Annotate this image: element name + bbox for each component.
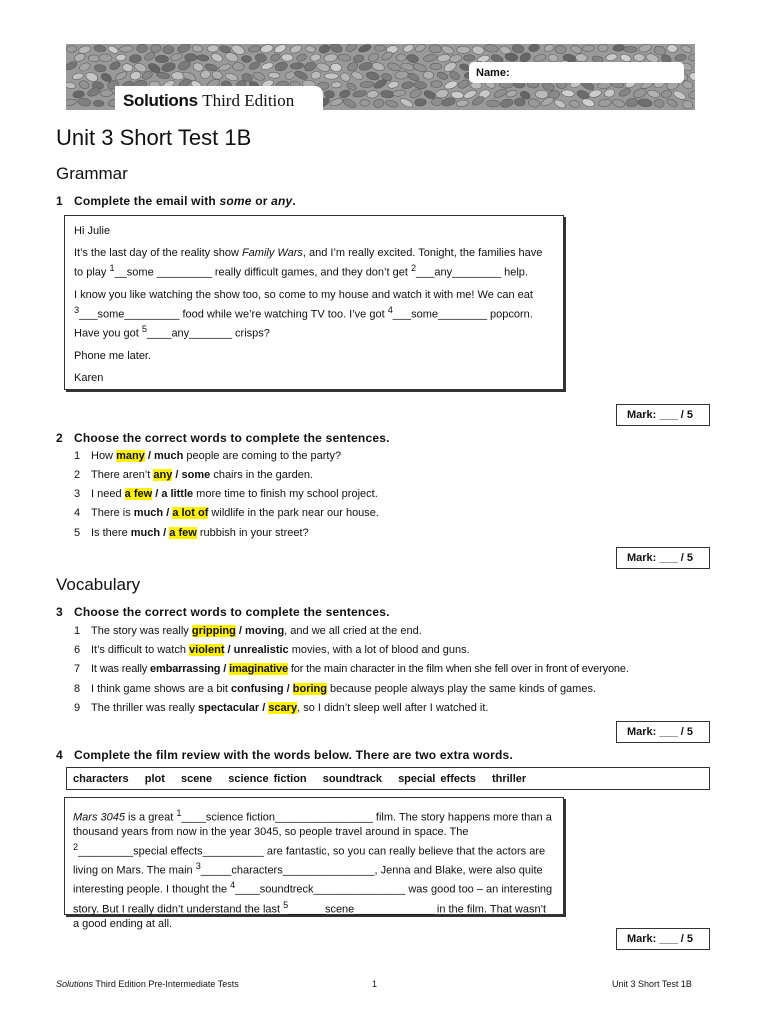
question-2-prompt xyxy=(56,431,390,445)
list-item xyxy=(74,488,378,500)
list-item xyxy=(74,507,379,519)
email-paragraph-1 xyxy=(74,246,554,281)
item-text: It’s difficult to watch xyxy=(91,644,190,656)
option[interactable]: much xyxy=(133,507,164,519)
email-text: __some _________ really difficult games, and they don’t get xyxy=(114,266,411,279)
prompt-text: Complete the email with xyxy=(74,194,220,208)
option-selected[interactable]: a few xyxy=(124,488,153,500)
review-text: ____science fiction________________ film. The story happens more than a thousand years from now in the year 3045, so people travel around in space. The xyxy=(73,811,552,839)
item-text: wildlife in the park near our house. xyxy=(208,507,379,519)
footer-series: Solutions xyxy=(56,979,94,989)
list-item xyxy=(74,663,629,675)
option[interactable]: unrealistic xyxy=(233,644,289,656)
list-item xyxy=(74,625,422,637)
page-number: 1 xyxy=(372,979,378,989)
brand-bold: Solutions xyxy=(123,91,198,110)
list-item xyxy=(74,644,470,656)
item-text: It was really xyxy=(91,663,151,675)
question-number: 1 xyxy=(56,194,63,208)
option-selected[interactable]: scary xyxy=(268,702,298,714)
word-bank-item: science fiction xyxy=(228,773,307,785)
option-selected[interactable]: imaginative xyxy=(229,663,288,675)
option-separator: / xyxy=(283,683,293,695)
email-text: , and I’m really excited. Tonight, the families have to play xyxy=(74,247,543,279)
email-greeting: Hi Julie xyxy=(74,225,111,237)
gap-number: 3 xyxy=(74,304,80,315)
option-separator: / xyxy=(224,644,234,656)
item-text: I think game shows are a bit xyxy=(91,683,232,695)
gap-number: 3 xyxy=(195,861,201,872)
question-1-prompt xyxy=(56,194,296,208)
item-text: The thriller was really xyxy=(91,702,198,714)
name-label: Name: xyxy=(476,67,510,79)
prompt-text: Choose the correct words to complete the sentences. xyxy=(74,431,390,445)
brand-logo xyxy=(115,86,323,114)
list-item xyxy=(74,702,488,714)
mark-box-3[interactable]: Mark: ___ / 5 xyxy=(616,721,710,743)
brand-rest: Third Edition xyxy=(202,91,295,110)
gap-number: 1 xyxy=(109,263,115,273)
footer-right: Unit 3 Short Test 1B xyxy=(612,979,692,989)
question-3-prompt xyxy=(56,605,390,619)
item-text: , so I didn’t sleep well after I watched it. xyxy=(297,702,489,714)
item-text: There is xyxy=(91,507,134,519)
mark-box-4[interactable]: Mark: ___ / 5 xyxy=(616,928,710,950)
item-text: movies, with a lot of blood and guns. xyxy=(288,644,470,656)
item-number: 5 xyxy=(74,527,81,539)
option[interactable]: moving xyxy=(245,625,285,637)
question-number: 4 xyxy=(56,748,63,762)
option-selected[interactable]: boring xyxy=(292,683,327,695)
option-selected[interactable]: a lot of xyxy=(172,507,209,519)
email-text: It’s the last day of the reality show xyxy=(74,247,242,259)
word-bank-item: characters xyxy=(73,773,129,785)
item-text: , and we all cried at the end. xyxy=(284,625,422,637)
option-separator: / xyxy=(163,507,173,519)
option-separator: / xyxy=(235,625,246,637)
item-number: 1 xyxy=(74,450,81,462)
email-text: ___some________ popcorn. Have you got xyxy=(74,308,533,340)
review-box xyxy=(64,797,564,930)
option-separator: / xyxy=(220,663,230,675)
mark-box-2[interactable]: Mark: ___ / 5 xyxy=(616,547,710,569)
list-item xyxy=(74,469,313,481)
mark-box-1[interactable]: Mark: ___ / 5 xyxy=(616,404,710,426)
question-number: 3 xyxy=(56,605,63,619)
item-number: 4 xyxy=(74,507,81,519)
item-number: 3 xyxy=(74,488,81,500)
footer-text: Third Edition Pre-Intermediate Tests xyxy=(93,979,239,989)
option[interactable]: much xyxy=(130,527,161,539)
option-separator: / xyxy=(144,450,154,462)
option-selected[interactable]: gripping xyxy=(191,625,236,637)
list-item xyxy=(74,527,309,539)
option[interactable]: a little xyxy=(161,488,194,500)
email-paragraph-2 xyxy=(74,288,554,342)
option-separator: / xyxy=(172,469,182,481)
item-text: because people always play the same kinds of games. xyxy=(326,683,597,695)
word-bank xyxy=(66,767,710,790)
option-separator: / xyxy=(152,488,162,500)
word-bank-item: scene xyxy=(180,773,213,785)
email-box xyxy=(64,215,564,390)
section-vocabulary: Vocabulary xyxy=(56,575,141,594)
item-text: more time to finish my school project. xyxy=(193,488,378,500)
prompt-text: Choose the correct words to complete the sentences. xyxy=(74,605,390,619)
item-text: How xyxy=(91,450,117,462)
item-text: The story was really xyxy=(91,625,192,637)
item-text: chairs in the garden. xyxy=(210,469,313,481)
option-separator: / xyxy=(259,702,269,714)
email-text: I know you like watching the show too, so come to my house and watch it with me! We can eat xyxy=(74,288,533,301)
gap-number: 4 xyxy=(230,880,236,891)
option[interactable]: embarrassing xyxy=(150,663,221,675)
review-text: is a great xyxy=(124,811,177,824)
section-grammar: Grammar xyxy=(56,164,128,183)
option-selected[interactable]: many xyxy=(116,450,145,462)
word-bank-item: soundtrack xyxy=(322,773,382,785)
footer-left xyxy=(56,979,239,989)
gap-number: 5 xyxy=(141,324,147,335)
item-number: 7 xyxy=(74,663,80,675)
option-separator: / xyxy=(160,527,170,539)
list-item xyxy=(74,683,596,695)
option-selected[interactable]: a few xyxy=(169,527,197,539)
item-text: people are coming to the party? xyxy=(183,450,342,462)
email-text: ____any_______ crisps? xyxy=(146,327,270,340)
film-title: Mars 3045 xyxy=(73,811,125,824)
option[interactable]: much xyxy=(153,450,184,462)
option[interactable]: spectacular xyxy=(197,702,260,714)
gap-number: 2 xyxy=(410,263,417,273)
question-4-prompt xyxy=(56,748,513,762)
email-text: ___some_________ food while we’re watching TV too. I’ve got xyxy=(79,308,388,321)
option[interactable]: some xyxy=(181,469,211,481)
gap-number: 2 xyxy=(73,841,79,852)
review-text: _________special effects__________ are fantastic, so you can really believe that the actors are living on Mars. The main xyxy=(73,845,546,877)
item-number: 9 xyxy=(74,702,81,714)
email-signature: Karen xyxy=(74,371,104,384)
prompt-dot: . xyxy=(292,194,296,208)
option-selected[interactable]: violent xyxy=(189,644,225,656)
word-bank-item: plot xyxy=(144,773,165,785)
review-text: ______scene_____________ in the film. That wasn’t a good ending at all. xyxy=(73,903,547,930)
prompt-or: or xyxy=(251,194,272,208)
question-number: 2 xyxy=(56,431,63,445)
item-text: There aren’t xyxy=(91,469,154,481)
item-number: 2 xyxy=(74,469,81,481)
item-number: 8 xyxy=(74,683,81,695)
review-text: ____soundtreck_______________ was good too – an interesting story. But I really didn’t understand the last xyxy=(73,884,553,916)
email-text: ___any________ help. xyxy=(416,266,528,279)
gap-number: 5 xyxy=(283,899,289,910)
email-paragraph-3: Phone me later. xyxy=(74,349,152,362)
item-text: for the main character in the film when she fell over in front of everyone. xyxy=(287,663,629,675)
item-number: 6 xyxy=(74,644,81,656)
word-some: some xyxy=(219,194,252,208)
prompt-text: Complete the film review with the words below. There are two extra words. xyxy=(74,748,513,762)
item-text: rubbish in your street? xyxy=(196,527,309,539)
gap-number: 4 xyxy=(387,304,393,315)
option[interactable]: confusing xyxy=(231,683,284,695)
list-item xyxy=(74,450,341,462)
item-text: I need xyxy=(91,488,125,500)
word-bank-item: special effects xyxy=(398,773,476,785)
show-title: Family Wars xyxy=(241,247,303,259)
review-text: _____characters_______________, Jenna and Blake, were also quite interesting people. I thought the xyxy=(73,864,543,896)
option-selected[interactable]: any xyxy=(153,469,173,481)
word-any: any xyxy=(271,194,293,208)
item-text: Is there xyxy=(91,527,131,539)
page-title: Unit 3 Short Test 1B xyxy=(56,125,252,150)
word-bank-item: thriller xyxy=(491,773,527,785)
name-field[interactable] xyxy=(469,62,684,83)
item-number: 1 xyxy=(74,625,81,637)
gap-number: 1 xyxy=(176,808,182,818)
